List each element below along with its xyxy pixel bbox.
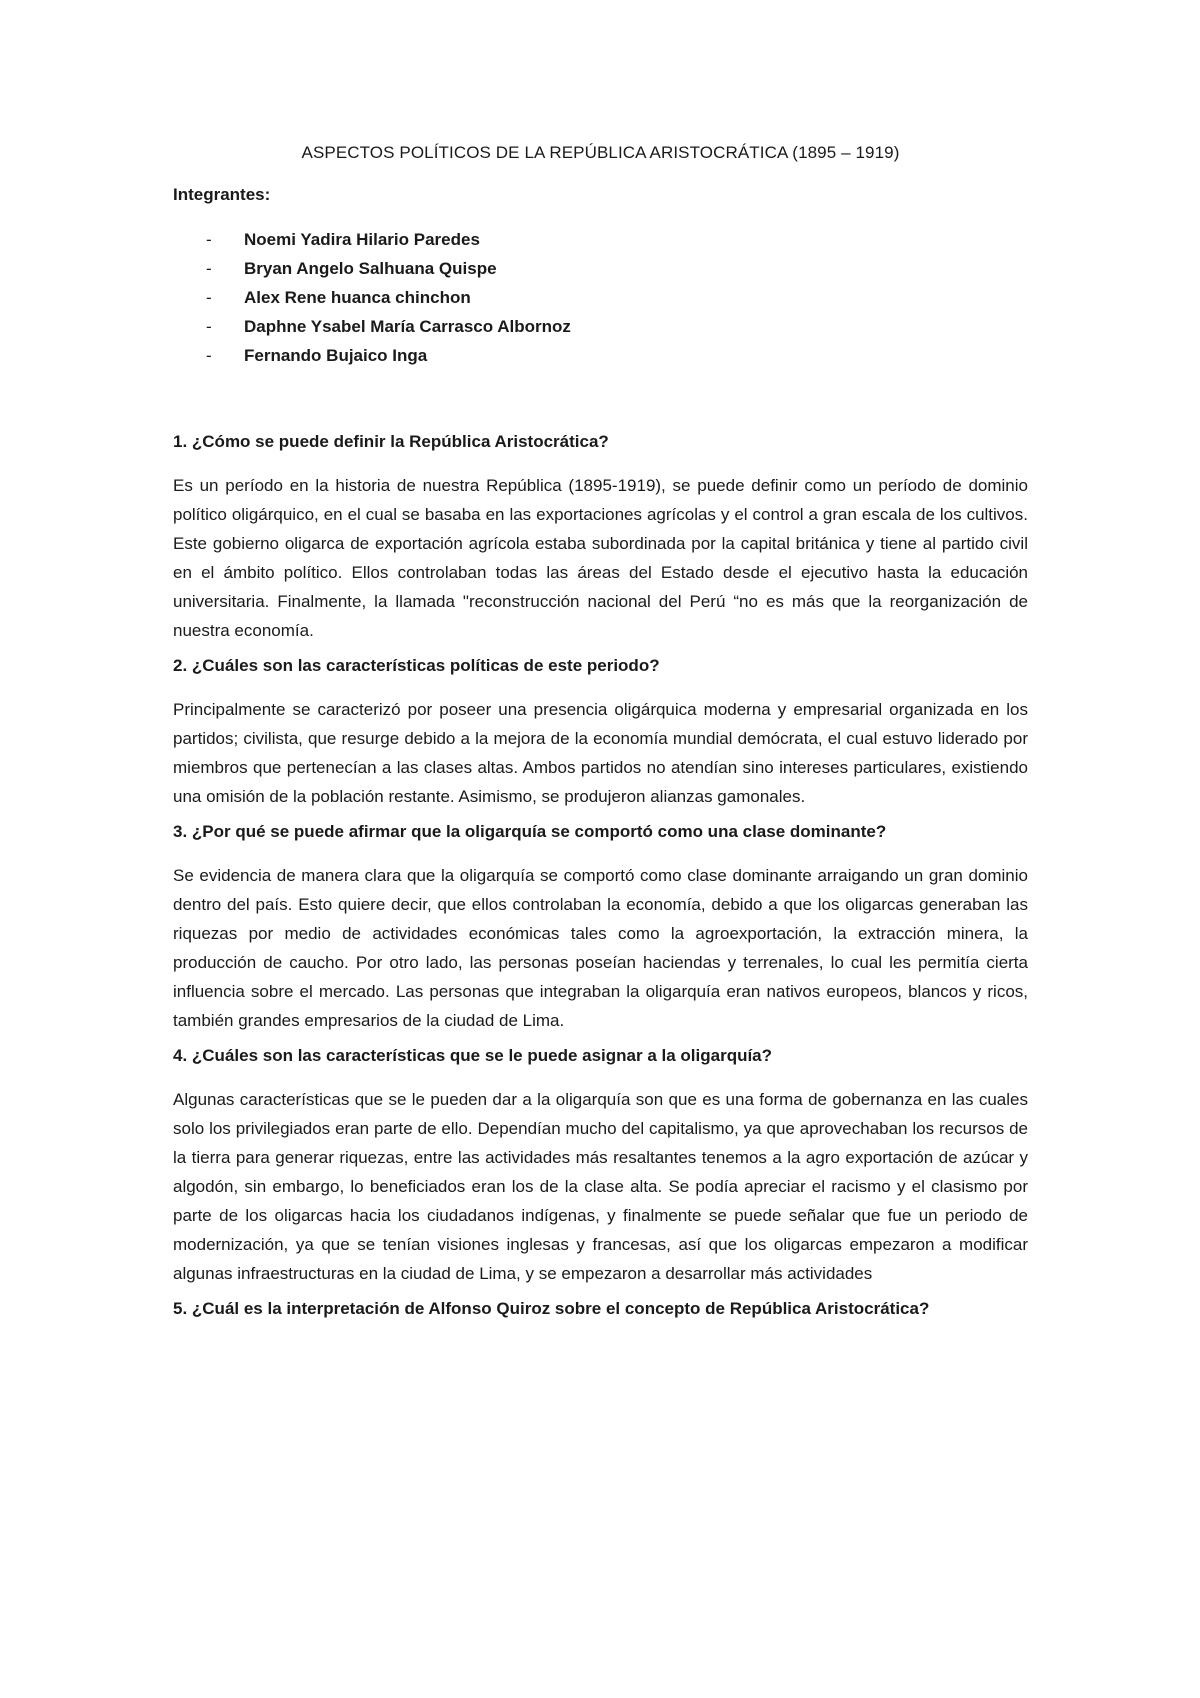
member-name: Alex Rene huanca chinchon: [244, 288, 471, 307]
question-heading: 5. ¿Cuál es la interpretación de Alfonso Quiroz sobre el concepto de República Aristocrática?: [173, 1299, 930, 1318]
question-heading: 2. ¿Cuáles son las características políticas de este periodo?: [173, 656, 660, 675]
list-dash: -: [206, 259, 212, 278]
answer-paragraph: Principalmente se caracterizó por poseer una presencia oligárquica moderna y empresarial organizada en los partidos; civilista, que resurge debido a la mejora de la economía mundial demócrata, el cual estuvo liderado por miembros que pertenecían a las clases altas. Ambos partidos no atendían sino intereses particulares, existiendo una omisión de la población restante. Asimismo, se produjeron alianzas gamonales.: [173, 700, 1028, 806]
member-name: Fernando Bujaico Inga: [244, 346, 428, 365]
members-list: [173, 225, 1028, 370]
list-dash: -: [206, 346, 212, 365]
members-label: Integrantes:: [173, 185, 271, 204]
answer-paragraph: Algunas características que se le pueden dar a la oligarquía son que es una forma de gobernanza en las cuales solo los privilegiados eran parte de ello. Dependían mucho del capitalismo, ya que aprovechaban los recursos de la tierra para generar riquezas, entre las actividades más resaltantes tenemos a la agro exportación de azúcar y algodón, sin embargo, lo beneficiados eran los de la clase alta. Se podía apreciar el racismo y el clasismo por parte de los oligarcas hacia los ciudadanos indígenas, y finalmente se puede señalar que fue un periodo de modernización, ya que se tenían visiones inglesas y francesas, así que los oligarcas empezaron a modificar algunas infraestructuras en la ciudad de Lima, y se empezaron a desarrollar más actividades: [173, 1090, 1028, 1283]
member-item: [173, 312, 1028, 341]
list-dash: -: [206, 230, 212, 249]
member-name: Bryan Angelo Salhuana Quispe: [244, 259, 497, 278]
member-name: Noemi Yadira Hilario Paredes: [244, 230, 480, 249]
answer-paragraph: Se evidencia de manera clara que la oligarquía se comportó como clase dominante arraigando un gran dominio dentro del país. Esto quiere decir, que ellos controlaban la economía, debido a que los oligarcas generaban las riquezas por medio de actividades económicas tales como la agroexportación, la extracción minera, la producción de caucho. Por otro lado, las personas poseían haciendas y terrenales, lo cual les permitía cierta influencia sobre el mercado. Las personas que integraban la oligarquía eran nativos europeos, blancos y ricos, también grandes empresarios de la ciudad de Lima.: [173, 866, 1028, 1030]
document-title: ASPECTOS POLÍTICOS DE LA REPÚBLICA ARISTOCRÁTICA (1895 – 1919): [301, 143, 900, 162]
member-item: [173, 225, 1028, 254]
list-dash: -: [206, 288, 212, 307]
question-heading: 3. ¿Por qué se puede afirmar que la oligarquía se comportó como una clase dominante?: [173, 822, 887, 841]
section-2: [173, 654, 1028, 811]
question-heading: 4. ¿Cuáles son las características que se le puede asignar a la oligarquía?: [173, 1046, 773, 1065]
member-name: Daphne Ysabel María Carrasco Albornoz: [244, 317, 571, 336]
answer-paragraph: Es un período en la historia de nuestra República (1895-1919), se puede definir como un período de dominio político oligárquico, en el cual se basaba en las exportaciones agrícolas y el control a gran escala de los cultivos. Este gobierno oligarca de exportación agrícola estaba subordinada por la capital británica y tiene al partido civil en el ámbito político. Ellos controlaban todas las áreas del Estado desde el ejecutivo hasta la educación universitaria. Finalmente, la llamada "reconstrucción nacional del Perú “no es más que la reorganización de nuestra economía.: [173, 476, 1028, 640]
list-dash: -: [206, 317, 212, 336]
member-item: [173, 341, 1028, 370]
section-5: [173, 1297, 1028, 1321]
section-3: [173, 820, 1028, 1035]
section-1: [173, 430, 1028, 645]
member-item: [173, 283, 1028, 312]
section-4: [173, 1044, 1028, 1288]
document-content: [173, 143, 1028, 1338]
question-heading: 1. ¿Cómo se puede definir la República Aristocrática?: [173, 432, 609, 451]
member-item: [173, 254, 1028, 283]
